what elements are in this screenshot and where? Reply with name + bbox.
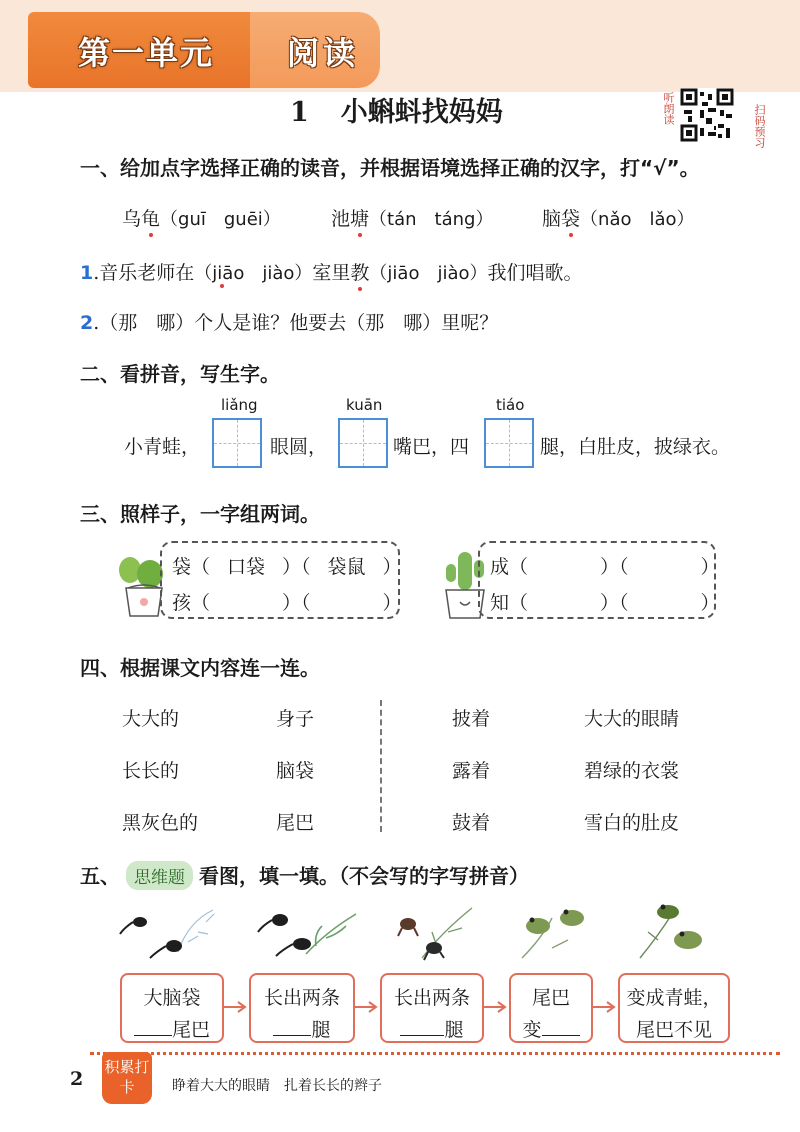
match-left-item[interactable]: 长长的	[122, 760, 180, 782]
arrow-right-icon	[224, 1000, 248, 1014]
match-left-item[interactable]: 黑灰色的	[122, 812, 199, 834]
match-left-item[interactable]: 大大的	[122, 708, 180, 730]
match-left-item[interactable]: 鼓着	[452, 812, 491, 834]
word-char: 脑	[542, 208, 562, 230]
q1-row1-item2	[331, 204, 493, 231]
item-number: 1	[80, 262, 94, 284]
answer-word[interactable]: 袋鼠	[327, 556, 366, 578]
stage-text: 变	[522, 1019, 542, 1041]
q1-title: 一、给加点字选择正确的读音，并根据语境选择正确的汉字，打“√”。	[80, 156, 700, 180]
lesson-name: 小蝌蚪找妈妈	[340, 97, 503, 128]
writing-box[interactable]	[212, 418, 262, 468]
q5-prefix: 五、	[80, 864, 120, 888]
q5-title	[80, 860, 529, 890]
stage-box-1	[120, 973, 224, 1043]
stage-line2	[122, 1015, 222, 1042]
tadpole-stage1-image	[118, 902, 228, 962]
word-char: 乌	[122, 208, 142, 230]
frog-stage5-image	[632, 896, 712, 962]
q2-seg2: 眼圆，	[270, 436, 328, 458]
q1-item1	[80, 258, 583, 285]
base-char: 袋	[172, 556, 192, 578]
stage-line1: 长出两条	[263, 987, 340, 1009]
arrow-right-icon	[355, 1000, 379, 1014]
stage-line2	[382, 1015, 482, 1042]
arrow-right-icon	[484, 1000, 508, 1014]
word-char: 池	[331, 208, 351, 230]
pinyin-2: kuān	[346, 396, 383, 414]
stage-line2	[511, 1015, 591, 1042]
match-right-item[interactable]: 尾巴	[276, 812, 315, 834]
item-number: 2	[80, 312, 94, 334]
match-right-item[interactable]: 身子	[276, 708, 315, 730]
pinyin-options[interactable]: （nǎo lǎo）	[580, 209, 695, 230]
stage-text: 腿	[444, 1019, 464, 1041]
stage-line2	[251, 1015, 353, 1042]
stage-line1: 长出两条	[393, 987, 470, 1009]
dot-mark	[220, 284, 224, 288]
base-char: 知	[490, 592, 510, 614]
q3-right-row1: 成（ ）（ ）	[490, 556, 720, 578]
base-char: 成	[490, 556, 510, 578]
q1-row1-item1	[122, 204, 281, 231]
q2-seg1: 小青蛙，	[124, 436, 201, 458]
answer-word[interactable]: 口袋	[227, 556, 266, 578]
fill-blank[interactable]	[400, 1035, 444, 1036]
q1-item2	[80, 308, 498, 335]
fill-blank[interactable]	[134, 1035, 172, 1036]
text[interactable]: .（那 哪）个人是谁？他要去（那 哪）里呢？	[93, 312, 499, 334]
text: 我们唱歌。	[487, 262, 583, 284]
qr-left-label: 听朗读	[662, 92, 675, 125]
footer-divider	[90, 1052, 780, 1055]
match-left-item[interactable]: 露着	[452, 760, 491, 782]
stage-box-4	[509, 973, 593, 1043]
daily-practice-badge: 积累打卡	[102, 1052, 152, 1104]
match-left-item[interactable]: 披着	[452, 708, 491, 730]
pinyin-options[interactable]: （guī guēi）	[160, 209, 281, 230]
q2-seg4: 腿，白肚皮，披绿衣。	[540, 436, 731, 458]
writing-box[interactable]	[484, 418, 534, 468]
pinyin-options[interactable]: （jiāo jiào）	[369, 263, 488, 284]
divider	[380, 700, 382, 832]
tadpole-stage3-image	[392, 902, 482, 962]
fill-blank[interactable]	[273, 1035, 311, 1036]
match-right-item[interactable]: 脑袋	[276, 760, 315, 782]
match-right-item[interactable]: 雪白的肚皮	[584, 812, 680, 834]
stage-text: 腿	[311, 1019, 331, 1041]
text: 室里	[312, 262, 351, 284]
pinyin-options[interactable]: （jiāo jiào）	[194, 263, 313, 284]
stage-box-3	[380, 973, 484, 1043]
stage-box-2	[249, 973, 355, 1043]
dotted-char: 龟	[141, 204, 160, 231]
unit-title: 第一单元	[78, 34, 215, 72]
pinyin-options[interactable]: （tán táng）	[369, 209, 494, 230]
stage-text: 尾巴	[171, 1019, 210, 1041]
lesson-number: 1	[290, 97, 309, 128]
text: .音乐老师在	[93, 262, 195, 284]
base-char: 孩	[172, 592, 192, 614]
stage-line1: 大脑袋	[143, 987, 201, 1009]
writing-box[interactable]	[338, 418, 388, 468]
tadpole-stage2-image	[256, 902, 366, 962]
q3-title: 三、照样子，一字组两词。	[80, 502, 320, 526]
dotted-char: 教	[350, 258, 369, 285]
page-number: 2	[70, 1068, 84, 1090]
q5-text: 看图，填一填。（不会写的字写拼音）	[199, 864, 529, 888]
lesson-title	[290, 90, 503, 129]
stage-line2: 尾巴不见	[635, 1019, 712, 1041]
dotted-char: 袋	[561, 204, 580, 231]
q3-left-row2: 孩（ ）（ ）	[172, 592, 402, 614]
q4-title: 四、根据课文内容连一连。	[80, 656, 320, 680]
match-right-item[interactable]: 大大的眼睛	[584, 708, 680, 730]
qr-code-icon[interactable]	[680, 88, 734, 142]
stage-line1: 变成青蛙，	[626, 987, 722, 1009]
stage-box-5	[618, 973, 730, 1043]
fill-blank[interactable]	[542, 1035, 580, 1036]
q3-right-row2: 知（ ）（ ）	[490, 592, 720, 614]
stage-line1: 尾巴	[531, 987, 570, 1009]
footer-phrase: 睁着大大的眼睛 扎着长长的辫子	[172, 1078, 382, 1094]
frog-stage4-image	[512, 898, 592, 962]
thinking-badge: 思维题	[126, 861, 193, 890]
q2-seg3: 嘴巴，四	[393, 436, 470, 458]
match-right-item[interactable]: 碧绿的衣裳	[584, 760, 680, 782]
arrow-right-icon	[593, 1000, 617, 1014]
dotted-char: 塘	[350, 204, 369, 231]
q3-left-row1: 袋（ 口袋 ）（ 袋鼠 ）	[172, 552, 402, 579]
pinyin-1: liǎng	[221, 396, 258, 414]
qr-right-label: 扫码预习	[753, 104, 766, 148]
pinyin-3: tiáo	[496, 396, 525, 414]
q1-row1-item3	[542, 204, 695, 231]
q2-title: 二、看拼音，写生字。	[80, 362, 280, 386]
section-title: 阅读	[287, 34, 360, 72]
